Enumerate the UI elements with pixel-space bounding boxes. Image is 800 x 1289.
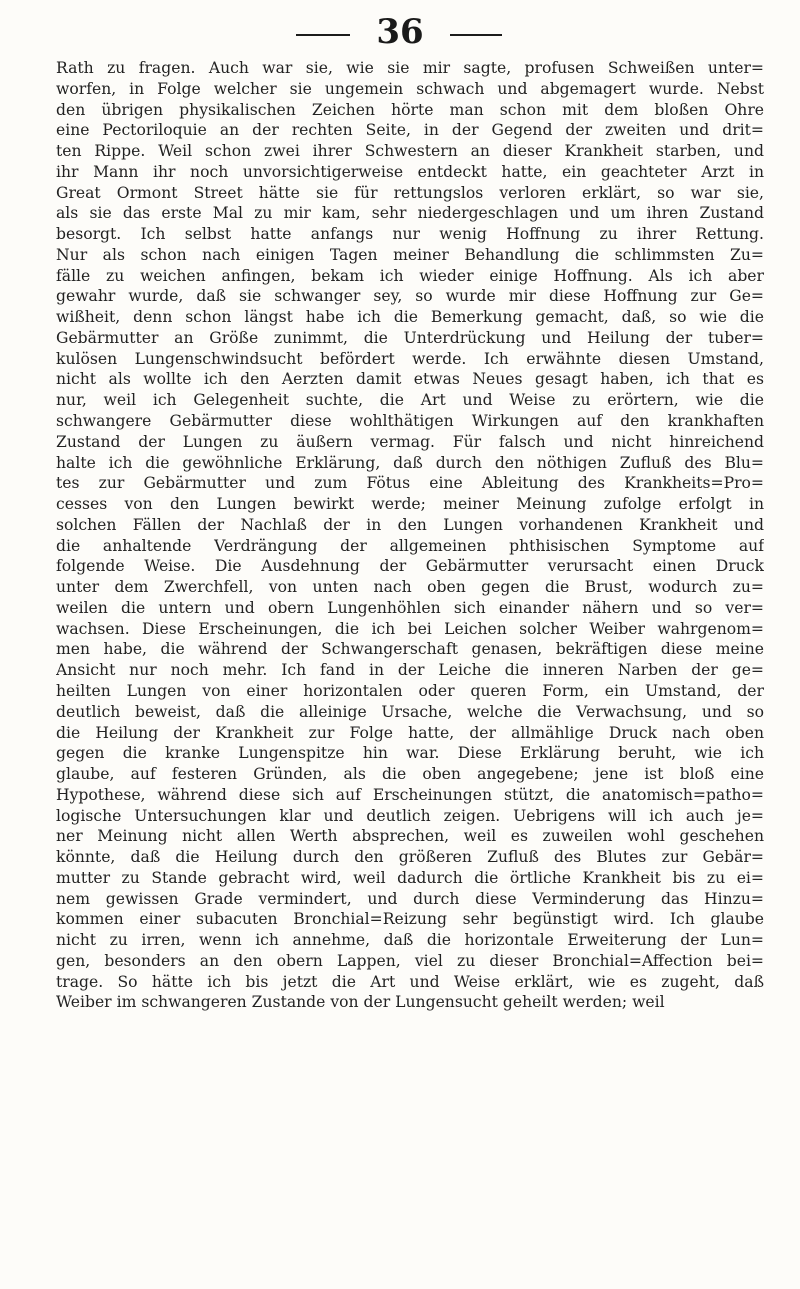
text-line: nicht zu irren, wenn ich annehme, daß die horizontale Erweiterung der Lun= — [56, 931, 764, 950]
text-line: folgende Weise. Die Ausdehnung der Gebärmutter verursacht einen Druck — [56, 557, 764, 576]
header-rule-right — [450, 34, 502, 36]
text-line: halte ich die gewöhnliche Erklärung, daß durch den nöthigen Zufluß des Blu= — [56, 453, 764, 472]
text-line: Great Ormont Street hätte sie für rettungslos verloren erklärt, so war sie, — [56, 183, 764, 202]
text-line: die anhaltende Verdrängung der allgemeinen phthisischen Symptome auf — [56, 536, 764, 555]
text-line: ten Rippe. Weil schon zwei ihrer Schwestern an dieser Krankheit starben, und — [56, 142, 764, 161]
body-text — [56, 58, 764, 1013]
text-line: nicht als wollte ich den Aerzten damit etwas Neues gesagt haben, ich that es — [56, 370, 764, 389]
text-line: Hypothese, während diese sich auf Erscheinungen stützt, die anatomisch=patho= — [56, 785, 764, 804]
text-line: trage. So hätte ich bis jetzt die Art und Weise erklärt, wie es zugeht, daß — [56, 972, 764, 991]
page-number: 36 — [376, 12, 424, 52]
text-line: solchen Fällen der Nachlaß der in den Lungen vorhandenen Krankheit und — [56, 515, 764, 534]
text-line: gewahr wurde, daß sie schwanger sey, so wurde mir diese Hoffnung zur Ge= — [56, 287, 764, 306]
text-line: Nur als schon nach einigen Tagen meiner Behandlung die schlimmsten Zu= — [56, 245, 764, 264]
text-line: Gebärmutter an Größe zunimmt, die Unterdrückung und Heilung der tuber= — [56, 328, 764, 347]
text-line: eine Pectoriloquie an der rechten Seite, in der Gegend der zweiten und drit= — [56, 121, 764, 140]
text-line: die Heilung der Krankheit zur Folge hatte, der allmählige Druck nach oben — [56, 723, 764, 742]
text-line: men habe, die während der Schwangerschaft genasen, bekräftigen diese meine — [56, 640, 764, 659]
text-line: könnte, daß die Heilung durch den größeren Zufluß des Blutes zur Gebär= — [56, 848, 764, 867]
text-line: ihr Mann ihr noch unvorsichtigerweise entdeckt hatte, ein geachteter Arzt in — [56, 162, 764, 181]
text-line: als sie das erste Mal zu mir kam, sehr niedergeschlagen und um ihren Zustand — [56, 204, 764, 223]
text-line: weilen die untern und obern Lungenhöhlen sich einander nähern und so ver= — [56, 598, 764, 617]
text-line: nem gewissen Grade vermindert, und durch diese Verminderung das Hinzu= — [56, 889, 764, 908]
text-line: mutter zu Stande gebracht wird, weil dadurch die örtliche Krankheit bis zu ei= — [56, 868, 764, 887]
text-line: gegen die kranke Lungenspitze hin war. Diese Erklärung beruht, wie ich — [56, 744, 764, 763]
text-line: gen, besonders an den obern Lappen, viel zu dieser Bronchial=Affection bei= — [56, 951, 764, 970]
text-line: tes zur Gebärmutter und zum Fötus eine Ableitung des Krankheits=Pro= — [56, 474, 764, 493]
text-line: cesses von den Lungen bewirkt werde; meiner Meinung zufolge erfolgt in — [56, 495, 764, 514]
text-line: fälle zu weichen anfingen, bekam ich wieder einige Hoffnung. Als ich aber — [56, 266, 764, 285]
text-line: Zustand der Lungen zu äußern vermag. Für falsch und nicht hinreichend — [56, 432, 764, 451]
text-line: heilten Lungen von einer horizontalen oder queren Form, ein Umstand, der — [56, 681, 764, 700]
text-line: glaube, auf festeren Gründen, als die oben angegebene; jene ist bloß eine — [56, 765, 764, 784]
text-line: besorgt. Ich selbst hatte anfangs nur wenig Hoffnung zu ihrer Rettung. — [56, 225, 764, 244]
text-line: deutlich beweist, daß die alleinige Ursache, welche die Verwachsung, und so — [56, 702, 764, 721]
text-line: Weiber im schwangeren Zustande von der Lungensucht geheilt werden; weil — [56, 993, 665, 1012]
text-line: kommen einer subacuten Bronchial=Reizung sehr begünstigt wird. Ich glaube — [56, 910, 764, 929]
text-line: schwangere Gebärmutter diese wohlthätigen Wirkungen auf den krankhaften — [56, 412, 764, 431]
text-line: nur, weil ich Gelegenheit suchte, die Art und Weise zu erörtern, wie die — [56, 391, 764, 410]
text-line: wißheit, denn schon längst habe ich die Bemerkung gemacht, daß, so wie die — [56, 308, 764, 327]
text-line: wachsen. Diese Erscheinungen, die ich bei Leichen solcher Weiber wahrgenom= — [56, 619, 764, 638]
header-rule-left — [296, 34, 350, 36]
text-line: unter dem Zwerchfell, von unten nach oben gegen die Brust, wodurch zu= — [56, 578, 764, 597]
text-line: worfen, in Folge welcher sie ungemein schwach und abgemagert wurde. Nebst — [56, 79, 764, 98]
text-line: ner Meinung nicht allen Werth absprechen, weil es zuweilen wohl geschehen — [56, 827, 764, 846]
text-line: logische Untersuchungen klar und deutlich zeigen. Uebrigens will ich auch je= — [56, 806, 764, 825]
page-header — [0, 10, 800, 54]
text-line: Ansicht nur noch mehr. Ich fand in der Leiche die inneren Narben der ge= — [56, 661, 764, 680]
text-line: kulösen Lungenschwindsucht befördert werde. Ich erwähnte diesen Umstand, — [56, 349, 764, 368]
text-line: den übrigen physikalischen Zeichen hörte man schon mit dem bloßen Ohre — [56, 100, 764, 119]
text-line: Rath zu fragen. Auch war sie, wie sie mir sagte, profusen Schweißen unter= — [56, 59, 764, 77]
